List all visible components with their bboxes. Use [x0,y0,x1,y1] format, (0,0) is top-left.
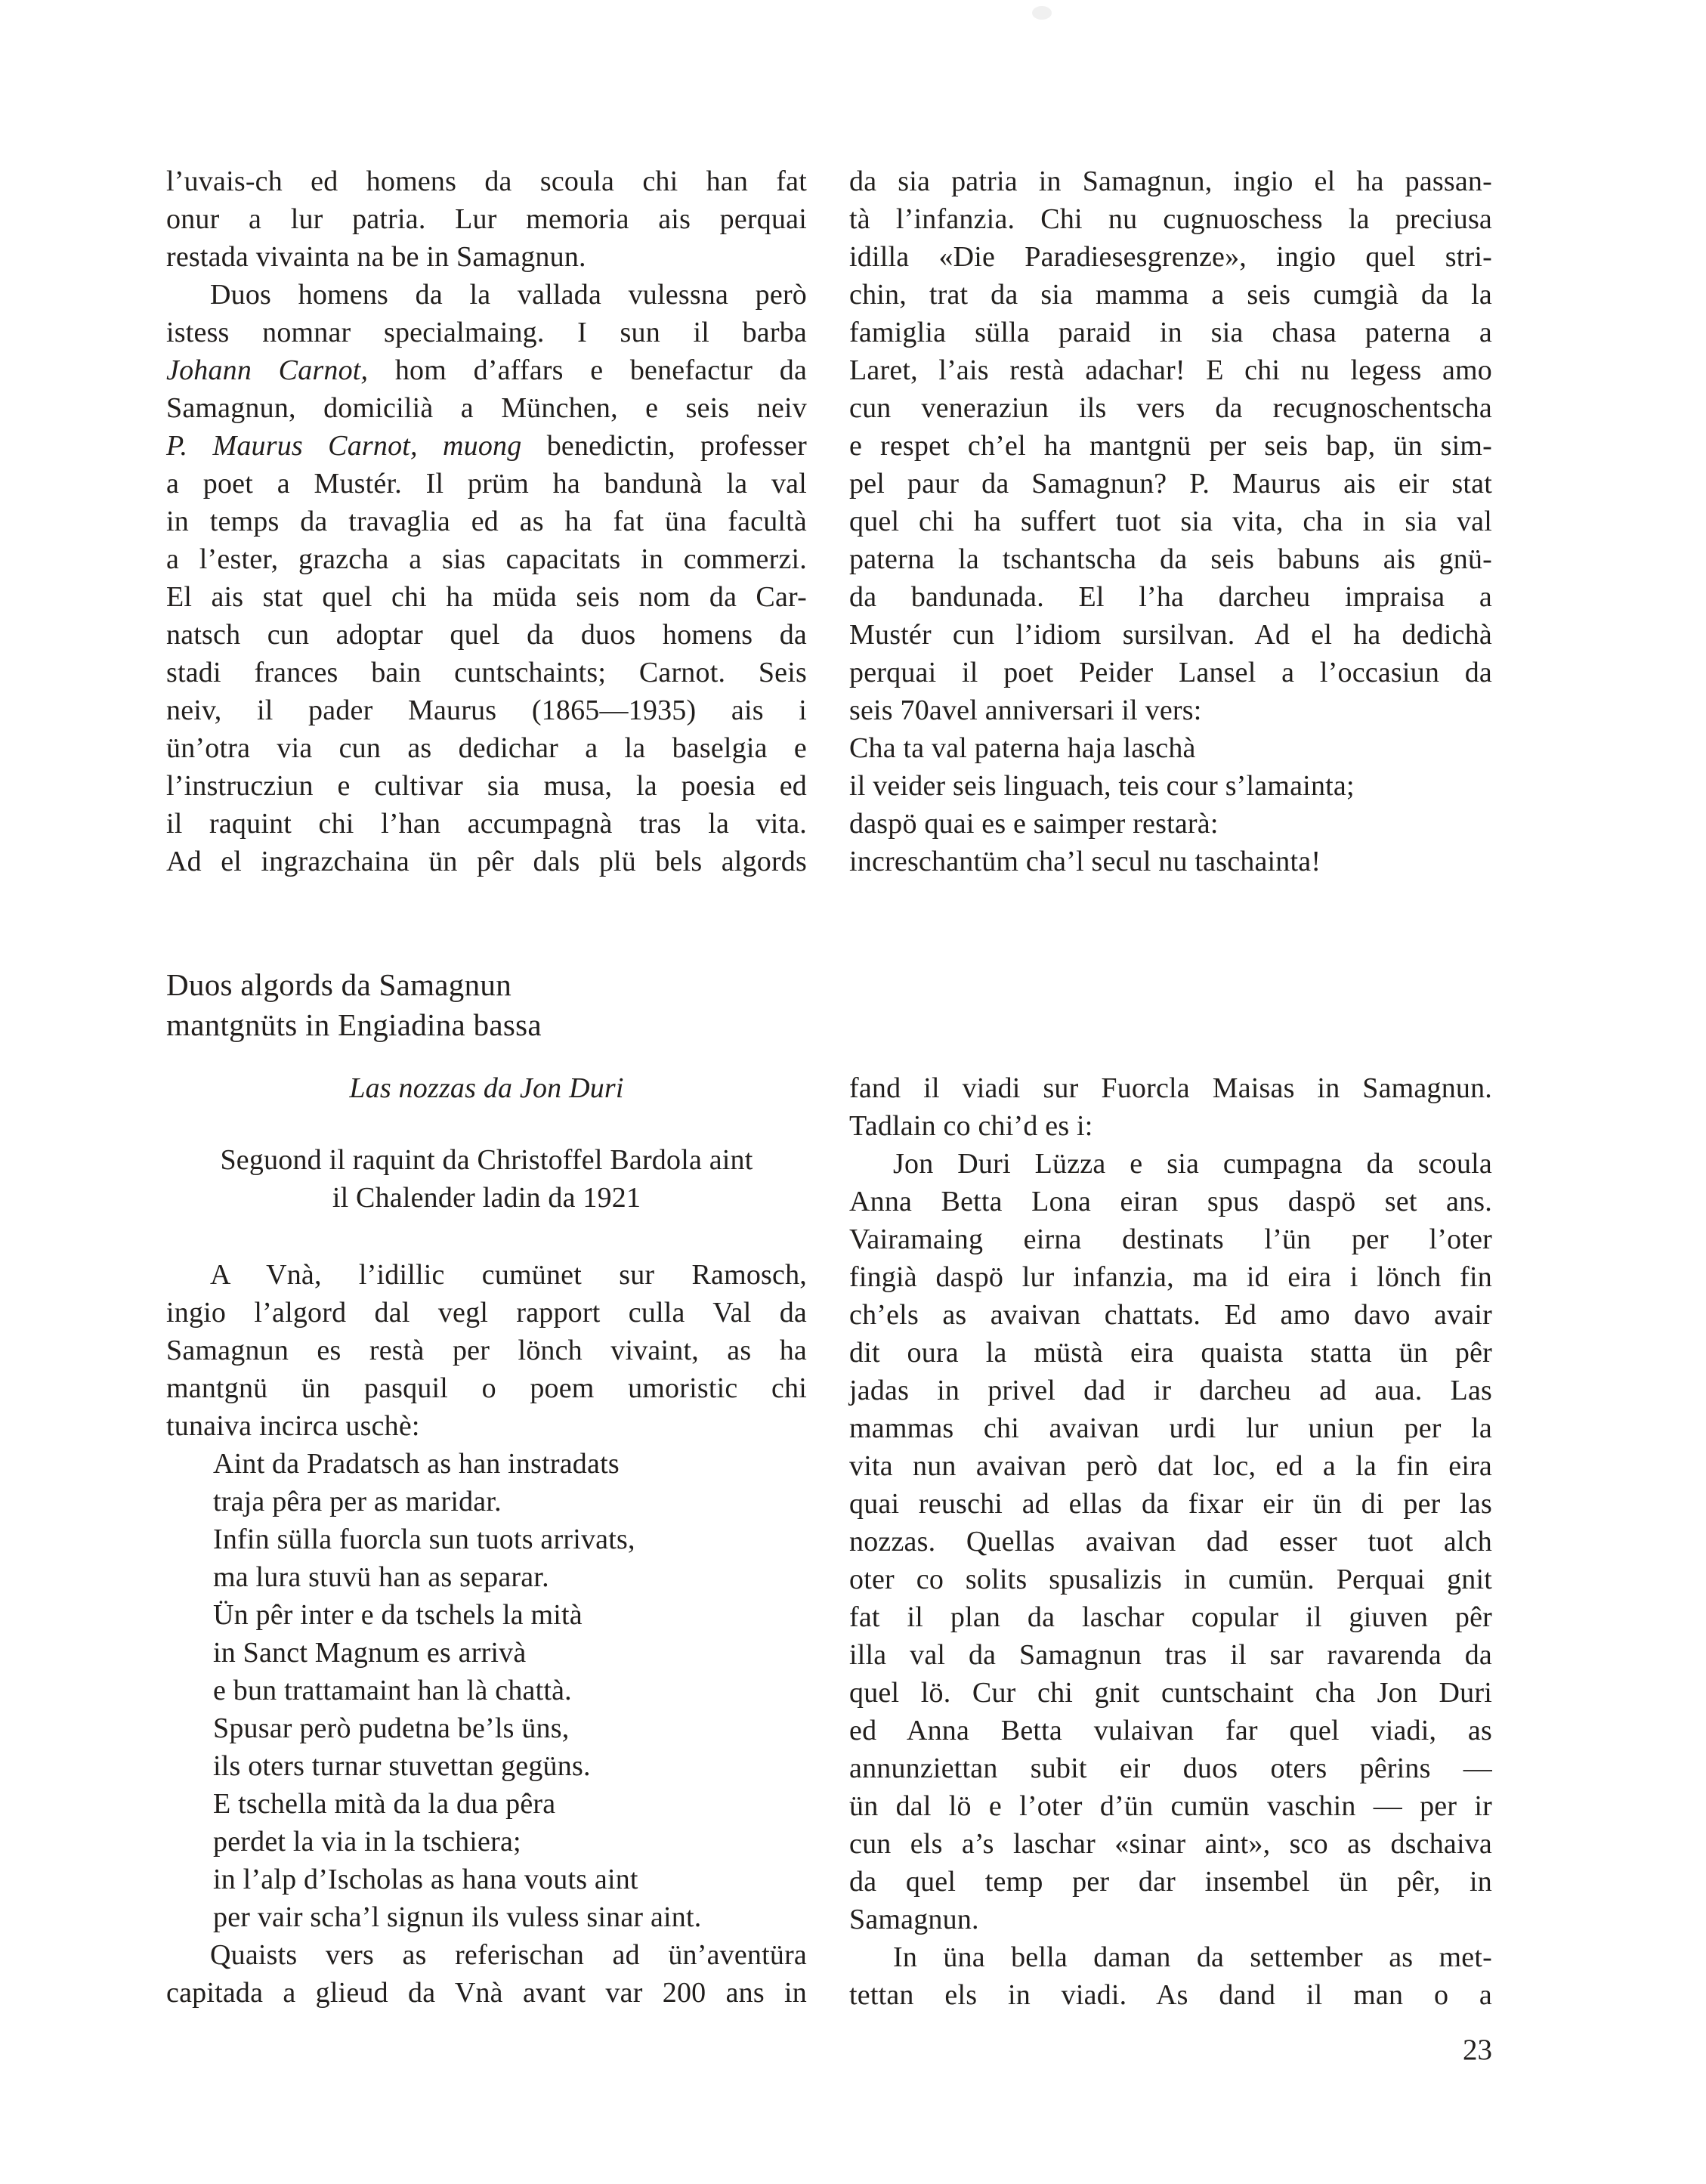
para-block [166,276,807,880]
text-line: Tadlain co chi’d es i: [849,1110,1093,1142]
text-line: Ün pêr inter e da tschels la mità [213,1599,583,1631]
text-line: a l’ester, grazcha a sias capacitats in commerzi. [166,543,807,575]
para-block [166,162,807,276]
text-line: Aint da Pradatsch as han instradats [213,1448,620,1480]
text-line: El ais stat quel chi ha müda seis nom da Car- [166,581,807,613]
para-block [166,1256,807,1445]
section-heading [166,965,1496,1045]
text-line: tettan els in viadi. As dand il man o a [849,1979,1492,2011]
text-line: e bun trattamaint han là chattà. [213,1675,572,1706]
text-line: increschantüm cha’l secul nu taschainta! [849,846,1321,877]
para-block [166,1936,807,2012]
text-line: Laret, l’ais restà adachar! E chi nu legess amo [849,354,1492,386]
text-line: restada vivainta na be in Samagnun. [166,241,586,273]
text-line: dit oura la müstà eira quaista statta ün pêr [849,1337,1492,1369]
text-line: e respet ch’el ha mantgnü per seis bap, ün sim- [849,430,1492,462]
text-line: ils oters turnar stuvettan gegüns. [213,1750,591,1782]
verse-block [166,1445,807,1936]
text-line: paterna la tschantscha da seis babuns ais gnü- [849,543,1492,575]
text-line: A Vnà, l’idillic cumünet sur Ramosch, [210,1259,807,1291]
bottom-left-column [166,1069,807,2012]
text-line: Ad el ingrazchaina ün pêr dals plü bels algords [166,846,807,877]
text-line: famiglia sülla paraid in sia chasa paterna a [849,317,1492,348]
text-line: ün dal lö e l’oter d’ün cumün vaschin — per ir [849,1790,1492,1822]
text-line: da sia patria in Samagnun, ingio el ha passan- [849,166,1492,197]
text-line: traja pêra per as maridar. [213,1486,502,1517]
text-line: Samagnun es restà per lönch vivaint, as ha [166,1335,807,1366]
text-line: natsch cun adoptar quel da duos homens da [166,619,807,651]
text-line: stadi frances bain cuntschaints; Carnot. Seis [166,657,807,688]
text-line: cun veneraziun ils vers da recugnoschentscha [849,392,1492,424]
text-line: daspö quai es e saimper restarà: [849,808,1219,840]
text-line: tunaiva incirca uschè: [166,1410,420,1442]
story-title: Las nozzas da Jon Duri [349,1072,624,1104]
top-right-column [849,162,1492,880]
text-line: fat il plan da laschar copular il giuven pêr [849,1601,1492,1633]
text-line: Cha ta val paterna haja laschà [849,732,1196,764]
text-line: P. Maurus Carnot, muong benedictin, professer [166,430,807,462]
text-line: pel paur da Samagnun? P. Maurus ais eir stat [849,468,1492,500]
bottom-right-column [849,1069,1492,2014]
text-line: Samagnun. [849,1904,979,1935]
text-line: Infin sülla fuorcla sun tuots arrivats, [213,1524,635,1555]
text-line: Mustér cun l’idiom sursilvan. Ad el ha dedichà [849,619,1492,651]
text-line: mantgnüts in Engiadina bassa [166,1007,542,1042]
para-block [849,1938,1492,2014]
text-line: seis 70avel anniversari il vers: [849,694,1202,726]
text-line: Duos algords da Samagnun [166,967,511,1002]
text-line: Johann Carnot, hom d’affars e benefactur da [166,354,808,386]
text-line: fand il viadi sur Fuorcla Maisas in Samagnun. [849,1072,1492,1104]
text-line: ingio l’algord dal vegl rapport culla Val da [166,1297,807,1329]
text-line: capitada a glieud da Vnà avant var 200 ans in [166,1977,807,2009]
bottom-left-body [166,1256,807,2012]
text-line: perquai il poet Peider Lansel a l’occasiun da [849,657,1492,688]
text-line: Duos homens da la vallada vulessna però [210,279,807,311]
text-line: quel lö. Cur chi gnit cuntschaint cha Jon Duri [849,1677,1492,1709]
para-block [849,162,1492,729]
text-line: E tschella mità da la dua pêra [213,1788,556,1820]
text-line: in l’alp d’Ischolas as hana vouts aint [213,1864,638,1895]
text-line: il Chalender ladin da 1921 [332,1182,641,1214]
text-line: mantgnü ün pasquil o poem umoristic chi [166,1372,807,1404]
scan-artifact [1032,6,1052,20]
text-line: ün’otra via cun as dedichar a la baselgia e [166,732,807,764]
text-line: ma lura stuvü han as separar. [213,1561,549,1593]
text-line: ch’els as avaivan chattats. Ed amo davo avair [849,1299,1492,1331]
text-line: da bandunada. El l’ha darcheu impraisa a [849,581,1492,613]
text-line: perdet la via in la tschiera; [213,1826,521,1858]
text-line: a poet a Mustér. Il prüm ha bandunà la val [166,468,807,500]
text-line: mammas chi avaivan urdi lur uniun per la [849,1412,1492,1444]
text-line: Quaists vers as referischan ad ün’aventüra [210,1939,807,1971]
text-line: in Sanct Magnum es arrivà [213,1637,527,1669]
para-block [849,1069,1492,1145]
text-line: quel chi ha suffert tuot sia vita, cha in sia val [849,506,1492,537]
text-line: quai reuschi ad ellas da fixar eir ün di per las [849,1488,1492,1520]
text-line: Anna Betta Lona eiran spus daspö set ans. [849,1186,1492,1217]
text-line: annunziettan subit eir duos oters pêrins — [849,1752,1492,1784]
para-block [849,1145,1492,1938]
verse-block [849,729,1492,880]
text-line: Samagnun, domicilià a München, e seis neiv [166,392,807,424]
text-line: per vair scha’l signun ils vuless sinar aint. [213,1901,702,1933]
text-line: l’instrucziun e cultivar sia musa, la poesia ed [166,770,807,802]
source-note [166,1141,807,1217]
text-line: jadas in privel dad ir darcheu ad aua. Las [849,1375,1492,1406]
text-line: onur a lur patria. Lur memoria ais perquai [166,203,807,235]
text-line: istess nomnar specialmaing. I sun il barba [166,317,807,348]
text-line: da quel temp per dar insembel ün pêr, in [849,1866,1492,1898]
text-line: fingià daspö lur infanzia, ma id eira i lönch fin [849,1261,1492,1293]
text-line: tà l’infanzia. Chi nu cugnuoschess la preciusa [849,203,1492,235]
text-line: cun els a’s laschar «sinar aint», sco as dschaiva [849,1828,1492,1860]
text-line: ed Anna Betta vulaivan far quel viadi, as [849,1715,1492,1746]
text-line: in temps da travaglia ed as ha fat üna facultà [166,506,807,537]
text-line: Jon Duri Lüzza e sia cumpagna da scoula [893,1148,1492,1180]
text-line: il veider seis linguach, teis cour s’lamainta; [849,770,1355,802]
text-line: In üna bella daman da settember as met- [893,1941,1492,1973]
text-line: Vairamaing eirna destinats l’ün per l’oter [849,1223,1492,1255]
text-line: Spusar però pudetna be’ls üns, [213,1712,570,1744]
text-line: vita nun avaivan però dat loc, ed a la fin eira [849,1450,1492,1482]
text-line: oter co solits spusalizis in cumün. Perquai gnit [849,1564,1492,1595]
top-left-column [166,162,807,880]
text-line: l’uvais-ch ed homens da scoula chi han fat [166,166,807,197]
text-line: idilla «Die Paradiesesgrenze», ingio quel stri- [849,241,1492,273]
text-line: chin, trat da sia mamma a seis cumgià da la [849,279,1492,311]
text-line: nozzas. Quellas avaivan dad esser tuot alch [849,1526,1492,1558]
page-number: 23 [1463,2034,1492,2066]
text-line: Seguond il raquint da Christoffel Bardola aint [220,1144,753,1176]
text-line: neiv, il pader Maurus (1865—1935) ais i [166,694,807,726]
text-line: illa val da Samagnun tras il sar ravarenda da [849,1639,1492,1671]
text-line: il raquint chi l’han accumpagnà tras la vita. [166,808,807,840]
